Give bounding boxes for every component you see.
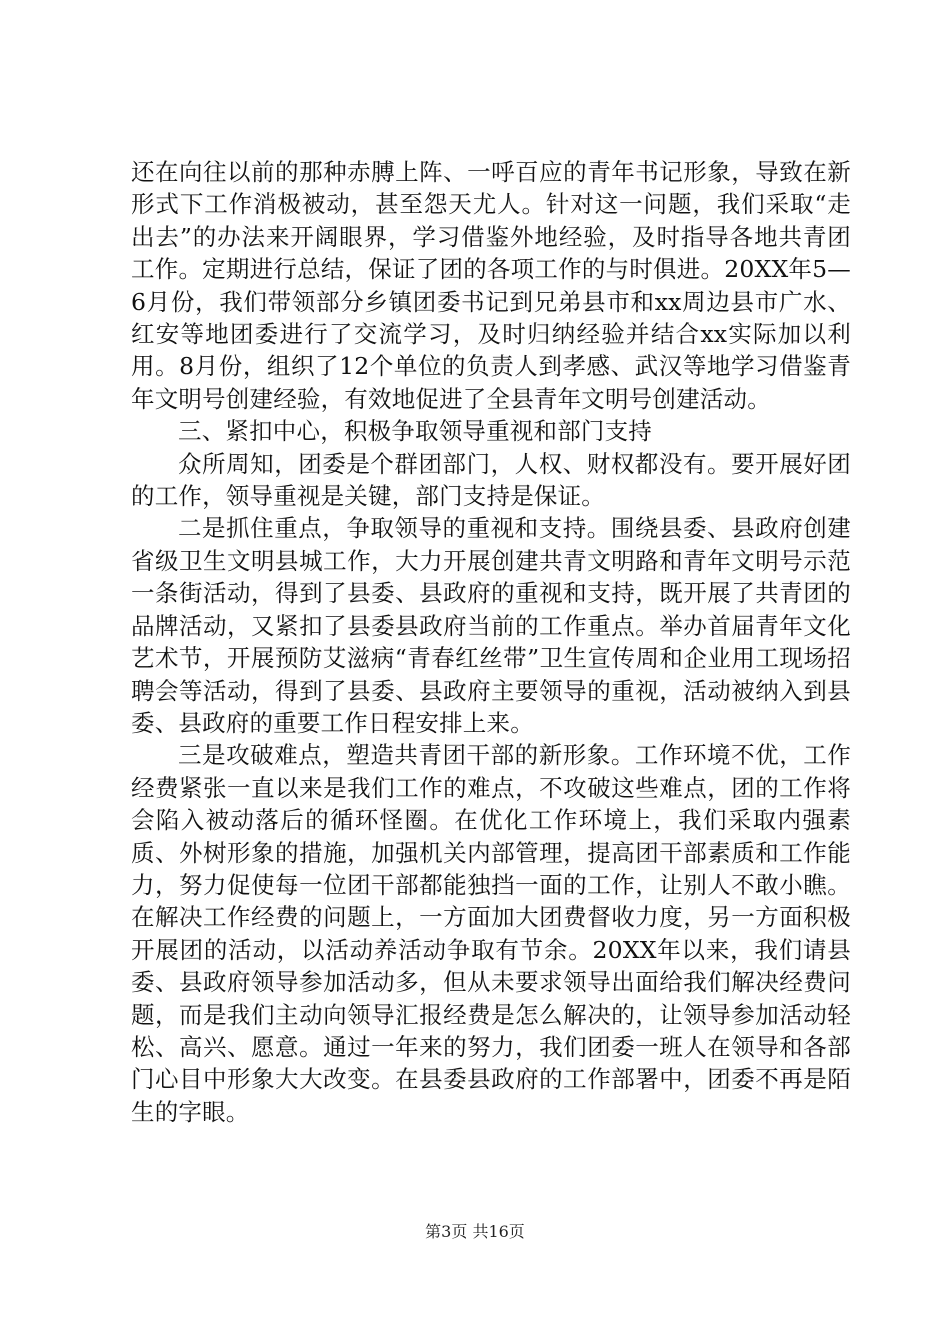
document-body (131, 156, 851, 1128)
paragraph-difficult-points: 三是攻破难点，塑造共青团干部的新形象。工作环境不优，工作经费紧张一直以来是我们工作的难点，不攻破这些难点，团的工作将会陷入被动落后的循环怪圈。在优化工作环境上，我们采取内强素质、外树形象的措施，加强机关内部管理，提高团干部素质和工作能力，努力促使每一位团干部都能独挡一面的工作，让别人不敢小瞧。在解决工作经费的问题上，一方面加大团费督收力度，另一方面积极开展团的活动，以活动养活动争取有节余。20XX年以来，我们请县委、县政府领导参加活动多，但从未要求领导出面给我们解决经费问题，而是我们主动向领导汇报经费是怎么解决的，让领导参加活动轻松、高兴、愿意。通过一年来的努力，我们团委一班人在领导和各部门心目中形象大大改变。在县委县政府的工作部署中，团委不再是陌生的字眼。 (131, 741, 851, 1126)
paragraph-focus-points: 二是抓住重点，争取领导的重视和支持。围绕县委、县政府创建省级卫生文明县城工作，大力开展创建共青文明路和青年文明号示范一条街活动，得到了县委、县政府的重视和支持，既开展了共青团的品牌活动，又紧扣了县委县政府当前的工作重点。举办首届青年文化艺术节，开展预防艾滋病“青春红丝带”卫生宣传周和企业用工现场招聘会等活动，得到了县委、县政府主要领导的重视，活动被纳入到县委、县政府的重要工作日程安排上来。 (131, 514, 851, 737)
page-footer: 第3页 共16页 (425, 1222, 525, 1241)
paragraph-intro: 众所周知，团委是个群团部门，人权、财权都没有。要开展好团的工作，领导重视是关键，部门支持是保证。 (131, 449, 851, 511)
paragraph-continued: 还在向往以前的那种赤膊上阵、一呼百应的青年书记形象，导致在新形式下工作消极被动，甚至怨天尤人。针对这一问题，我们采取“走出去”的办法来开阔眼界，学习借鉴外地经验，及时指导各地共青团工作。定期进行总结，保证了团的各项工作的与时俱进。20XX年5—6月份，我们带领部分乡镇团委书记到兄弟县市和xx周边县市广水、红安等地团委进行了交流学习，及时归纳经验并结合xx实际加以利用。8月份，组织了12个单位的负责人到孝感、武汉等地学习借鉴青年文明号创建经验，有效地促进了全县青年文明号创建活动。 (131, 158, 851, 413)
section-heading: 三、紧扣中心，积极争取领导重视和部门支持 (178, 417, 652, 446)
